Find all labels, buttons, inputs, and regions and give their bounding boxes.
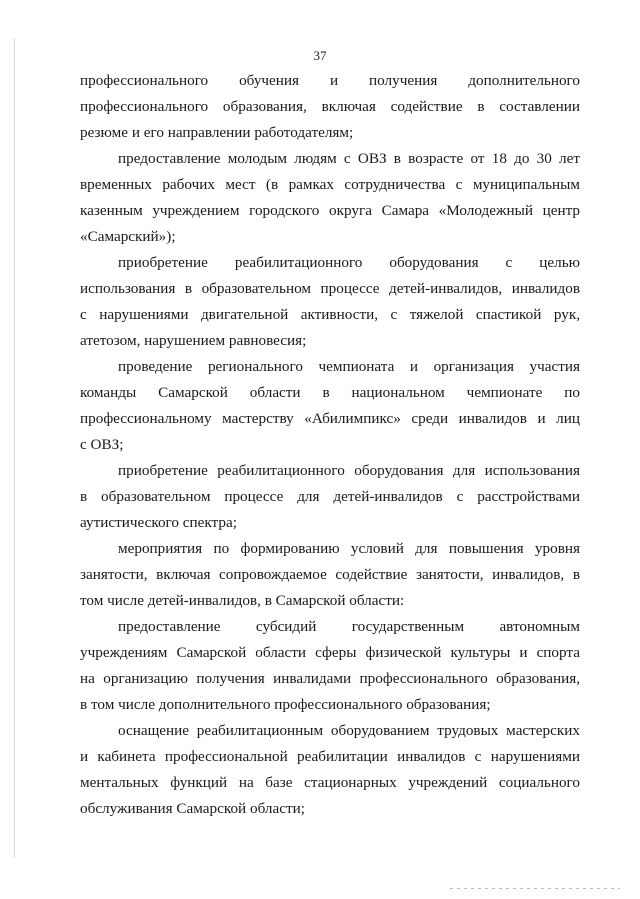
text-line: приобретение реабилитационного оборудования с целью (118, 254, 580, 271)
text-line: «Самарский»); (80, 228, 176, 245)
page-number: 37 (313, 48, 327, 63)
text-line: резюме и его направлении работодателям; (80, 124, 354, 141)
paragraph (80, 146, 580, 250)
text-line: использования в образовательном процессе детей-инвалидов, инвалидов (80, 280, 580, 297)
text-line: проведение регионального чемпионата и организация участия (118, 358, 580, 375)
paragraph (80, 536, 580, 614)
text-line: приобретение реабилитационного оборудования для использования (118, 462, 580, 479)
text-line: с ОВЗ; (80, 436, 124, 453)
text-line: атетозом, нарушением равновесия; (80, 332, 307, 349)
text-line: команды Самарской области в национальном чемпионате по (80, 384, 580, 401)
paragraph (80, 354, 580, 458)
text-line: в том числе дополнительного профессионального образования; (80, 696, 491, 713)
scan-artifact-line (450, 888, 620, 889)
text-line: и кабинета профессиональной реабилитации инвалидов с нарушениями (80, 748, 580, 765)
text-line: временных рабочих мест (в рамках сотрудничества с муниципальным (80, 176, 580, 193)
text-line: оснащение реабилитационным оборудованием трудовых мастерских (118, 722, 580, 739)
text-line: профессионального обучения и получения дополнительного (80, 72, 580, 89)
document-body (80, 68, 580, 822)
text-line: аутистического спектра; (80, 514, 237, 531)
paragraph (80, 718, 580, 822)
text-line: предоставление молодым людям с ОВЗ в возрасте от 18 до 30 лет (118, 150, 580, 167)
text-line: в образовательном процессе для детей-инвалидов с расстройствами (80, 488, 580, 505)
paragraph (80, 614, 580, 718)
text-line: предоставление субсидий государственным автономным (118, 618, 580, 635)
text-line: казенным учреждением городского округа Самара «Молодежный центр (80, 202, 580, 219)
text-line: том числе детей-инвалидов, в Самарской области: (80, 592, 405, 609)
text-line: обслуживания Самарской области; (80, 800, 305, 817)
paragraph (80, 458, 580, 536)
scan-edge-line (14, 38, 15, 858)
text-line: занятости, включая сопровождаемое содействие занятости, инвалидов, в (80, 566, 580, 583)
paragraph (80, 68, 580, 146)
text-line: на организацию получения инвалидами профессионального образования, (80, 670, 580, 687)
text-line: профессионального образования, включая содействие в составлении (80, 98, 580, 115)
text-line: ментальных функций на базе стационарных учреждений социального (80, 774, 580, 791)
text-line: с нарушениями двигательной активности, с тяжелой спастикой рук, (80, 306, 580, 323)
text-line: мероприятия по формированию условий для повышения уровня (118, 540, 580, 557)
text-line: учреждениям Самарской области сферы физической культуры и спорта (80, 644, 580, 661)
text-line: профессиональному мастерству «Абилимпикс» среди инвалидов и лиц (80, 410, 580, 427)
paragraph (80, 250, 580, 354)
